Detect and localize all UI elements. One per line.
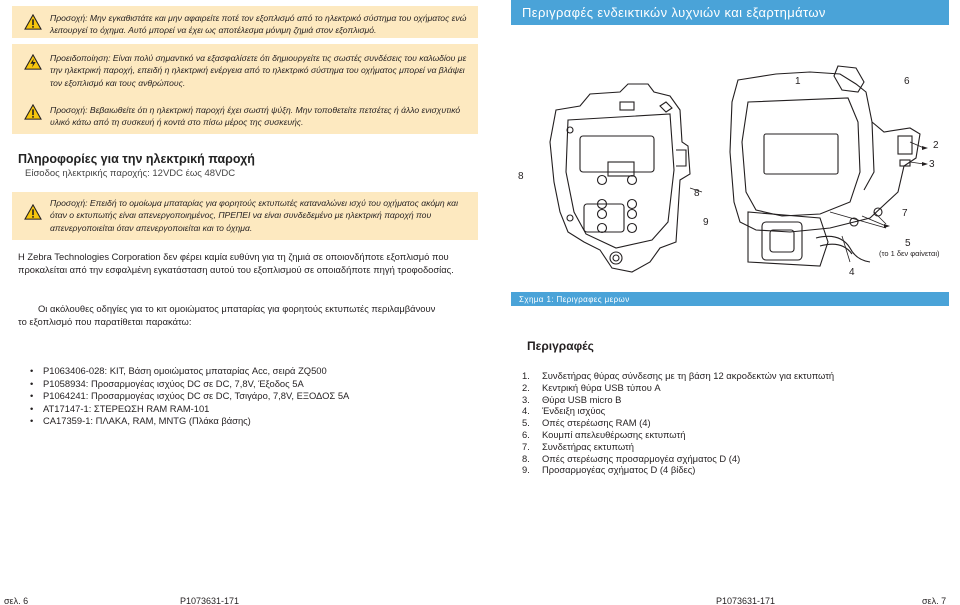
figure-caption: Σχημα 1: Περιγραφες μερων xyxy=(511,292,949,306)
warning-box-3 xyxy=(12,98,478,134)
kit-item: • AT17147-1: ΣΤΕΡΕΩΣΗ RAM RAM-101 xyxy=(30,403,349,416)
description-item: 8. Οπές στερέωσης προσαρμογέα σχήματος D (4) xyxy=(522,452,741,464)
description-item: 3. Θύρα USB micro B xyxy=(522,393,622,405)
right-page-header: Περιγραφές ενδεικτικών λυχνιών και εξαρτημάτων xyxy=(511,0,949,25)
figure-callout: 2 xyxy=(933,140,939,151)
warning-box-2 xyxy=(12,44,478,100)
footer-page-number-right: σελ. 7 xyxy=(922,596,947,605)
power-section-title: Πληροφορίες για την ηλεκτρική παροχή xyxy=(18,152,255,166)
footer-page-number-left: σελ. 6 xyxy=(4,596,29,605)
warning-text-1: Προσοχή: Μην εγκαθιστάτε και μην αφαιρείτε ποτέ τον εξοπλισμό από το ηλεκτρικό σύστημα του οχήματος ενώ λειτουργεί το όχημα. Αυτό μπορεί να έχει ως αποτέλεσμα μόνιμη ζημιά στον εξοπλισμό. xyxy=(50,13,467,36)
kit-item: • P1058934: Προσαρμογέας ισχύος DC σε DC, 7,8V, Έξοδος 5A xyxy=(30,378,349,391)
figure-callout: 1 xyxy=(795,76,801,87)
warning-icon xyxy=(24,14,42,30)
warning-text-2: Προειδοποίηση: Είναι πολύ σημαντικό να εξασφαλίσετε ότι δημιουργείτε τις σωστές συνδέσεις του καλωδίου με την ηλεκτρική παροχή, επειδή η ηλεκτρική ενέργεια από το ηλεκτρικό σύστημα του οχήματος μπορεί να βλάψει τον εξοπλισμό και τους ανθρώπους. xyxy=(50,53,467,88)
description-item: 6. Κουμπί απελευθέρωσης εκτυπωτή xyxy=(522,428,686,440)
description-item: 1. Συνδετήρας θύρας σύνδεσης με τη βάση 12 ακροδεκτών για εκτυπωτή xyxy=(522,370,835,381)
warning-text-3: Προσοχή: Βεβαιωθείτε ότι η ηλεκτρική παροχή έχει σωστή ψύξη. Μην τοποθετείτε πετσέτες ή άλλο ενισχυτικό υλικό κάτω από τη συσκευή ή κοντά στο πίσω μέρος της συσκευής. xyxy=(50,105,461,128)
warning-box-4 xyxy=(12,192,478,240)
figure-callout: 6 xyxy=(904,76,910,87)
disclaimer-text: Η Zebra Technologies Corporation δεν φέρει καμία ευθύνη για τη ζημιά σε οποιονδήποτε εξοπλισμό που προκαλείται από την εσφαλμένη εγκατάσταση αυτού του εξοπλισμού σε οποιαδήποτε πηγή τροφοδοσίας. xyxy=(18,251,454,275)
description-title: Περιγραφές xyxy=(527,339,594,353)
kit-item: • P1063406-028: ΚΙΤ, Βάση ομοιώματος μπαταρίας Acc, σειρά ZQ500 xyxy=(30,365,349,378)
footer-doc-code-left: P1073631-171 xyxy=(180,596,240,605)
figure-callout: 8 xyxy=(694,188,700,199)
figure-callout: 9 xyxy=(703,217,709,228)
warning-box-1 xyxy=(12,6,478,38)
figure-callout: 4 xyxy=(849,267,855,278)
figure-callout: 5 xyxy=(905,238,911,249)
electric-hazard-icon xyxy=(24,54,42,70)
description-item: 9. Προσαρμογέας σχήματος D (4 βίδες) xyxy=(522,464,696,476)
figure-callout: 8 xyxy=(518,171,524,182)
warning-icon xyxy=(24,104,42,120)
figure-callout-note: (το 1 δεν φαίνεται) xyxy=(879,249,940,258)
kit-item: • P1064241: Προσαρμογέας ισχύος DC σε DC, Τσιγάρο, 7,8V, ΕΞΟΔΟΣ 5A xyxy=(30,390,349,403)
description-item: 7. Συνδετήρας εκτυπωτή xyxy=(522,440,634,452)
kit-items-list xyxy=(30,365,349,428)
power-section-subtitle: Είσοδος ηλεκτρικής παροχής: 12VDC έως 48VDC xyxy=(25,168,236,179)
description-item: 5. Οπές στερέωσης RAM (4) xyxy=(522,417,651,429)
description-list xyxy=(522,370,834,476)
figure-callout: 3 xyxy=(929,159,935,170)
figure-callout: 7 xyxy=(902,208,908,219)
warning-text-4: Προσοχή: Επειδή το ομοίωμα μπαταρίας για φορητούς εκτυπωτές καταναλώνει ισχύ του οχήματος ακόμη και όταν ο εκτυπωτής είναι απενεργοποιημένος, ΠΡΕΠΕΙ να είναι συνδεδεμένο με ηλεκτρική παροχή που απενεργοποιείται όταν απενεργοποιείται και το όχημα. xyxy=(50,198,458,233)
warning-icon xyxy=(24,204,42,220)
footer-doc-code-right: P1073631-171 xyxy=(716,596,776,605)
description-item: 4. Ένδειξη ισχύος xyxy=(522,405,606,417)
kit-intro-text: Οι ακόλουθες οδηγίες για το κιτ ομοιώματος μπαταρίας για φορητούς εκτυπωτές περιλαμβάνουν το εξοπλισμό που παρατίθεται παρακάτω: xyxy=(18,303,436,327)
kit-item: • CA17359-1: ΠΛΑΚΑ, RAM, MNTG (Πλάκα βάσης) xyxy=(30,415,349,428)
description-item: 2. Κεντρική θύρα USB τύπου A xyxy=(522,381,661,393)
